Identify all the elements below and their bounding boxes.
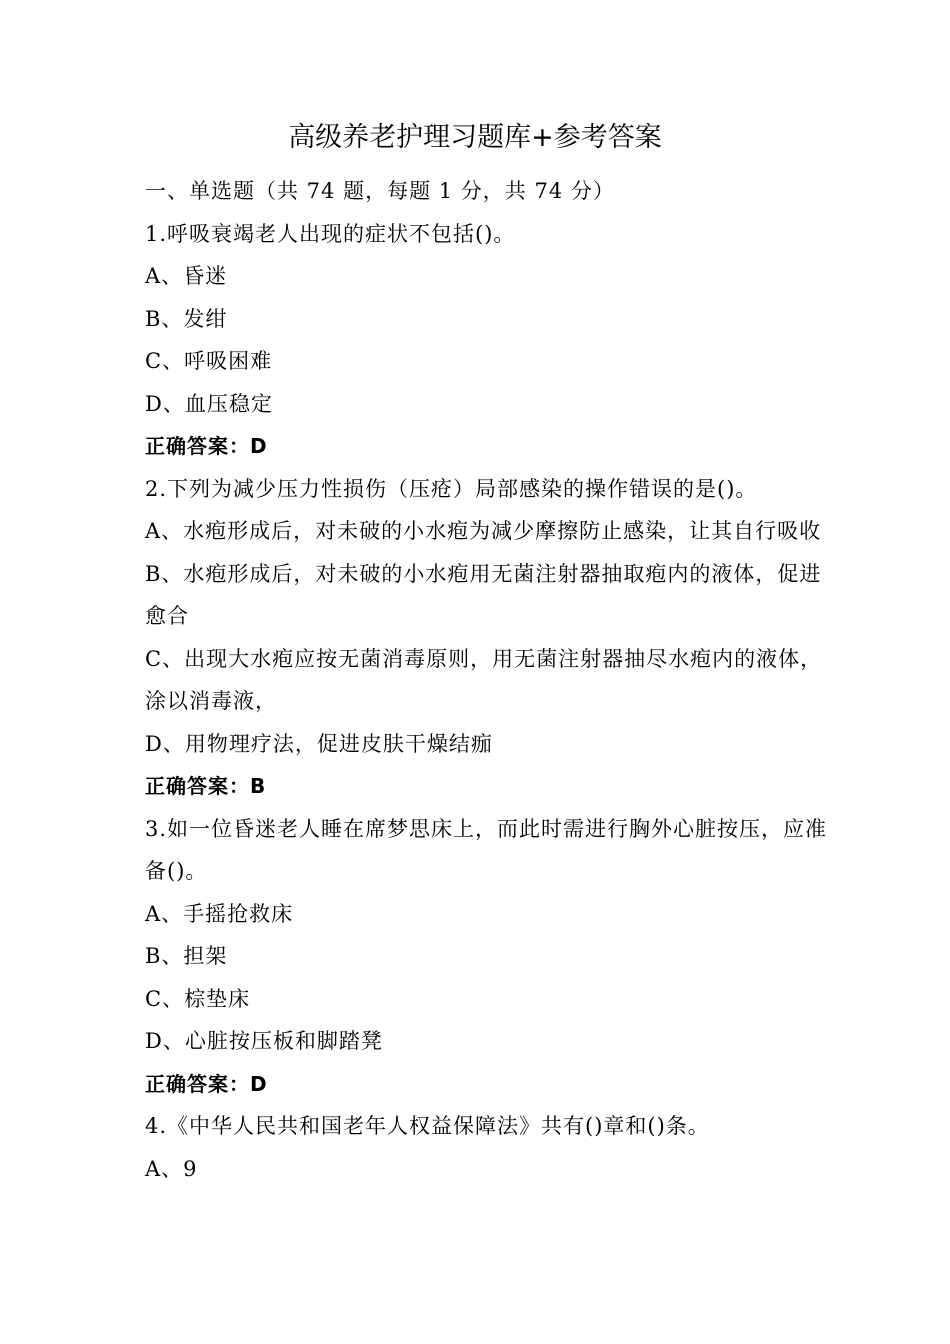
section-heading: 一、单选题（共 74 题，每题 1 分，共 74 分） (145, 179, 615, 203)
question-1-option-c: C、呼吸困难 (145, 349, 273, 373)
question-4-option-a: A、9 (145, 1156, 198, 1181)
question-1-option-d: D、血压稳定 (145, 391, 273, 416)
question-2-option-d: D、用物理疗法，促进皮肤干燥结痂 (145, 731, 493, 756)
question-1-option-a: A、昏迷 (145, 264, 228, 288)
question-4: 4.《中华人民共和国老年人权益保障法》共有()章和()条。 (145, 1114, 710, 1138)
question-3: 3.如一位昏迷老人睡在席梦思床上，而此时需进行胸外心脏按压，应准备()。 (145, 816, 828, 883)
question-3-option-a: A、手摇抢救床 (145, 901, 294, 926)
question-3-option-c: C、棕垫床 (145, 986, 251, 1011)
question-1-answer: 正确答案：D (145, 434, 268, 458)
question-2-answer: 正确答案：B (145, 774, 267, 798)
question-3-option-b: B、担架 (145, 944, 228, 968)
question-2-option-b: B、水疱形成后，对未破的小水疱用无菌注射器抽取疱内的液体，促进愈合 (145, 561, 822, 628)
question-1: 1.呼吸衰竭老人出现的症状不包括()。 (145, 221, 516, 246)
document-title: 高级养老护理习题库+参考答案 (288, 122, 662, 153)
question-2: 2.下列为减少压力性损伤（压疮）局部感染的操作错误的是()。 (145, 476, 758, 501)
question-3-answer: 正确答案：D (145, 1071, 268, 1096)
document-body (145, 170, 835, 1190)
question-1-option-b: B、发绀 (145, 306, 228, 331)
question-2-option-a: A、水疱形成后，对未破的小水疱为减少摩擦防止感染，让其自行吸收 (145, 519, 822, 543)
question-2-option-c: C、出现大水疱应按无菌消毒原则，用无菌注射器抽尽水疱内的液体，涂以消毒液， (145, 646, 823, 713)
question-3-option-d: D、心脏按压板和脚踏凳 (145, 1029, 383, 1053)
